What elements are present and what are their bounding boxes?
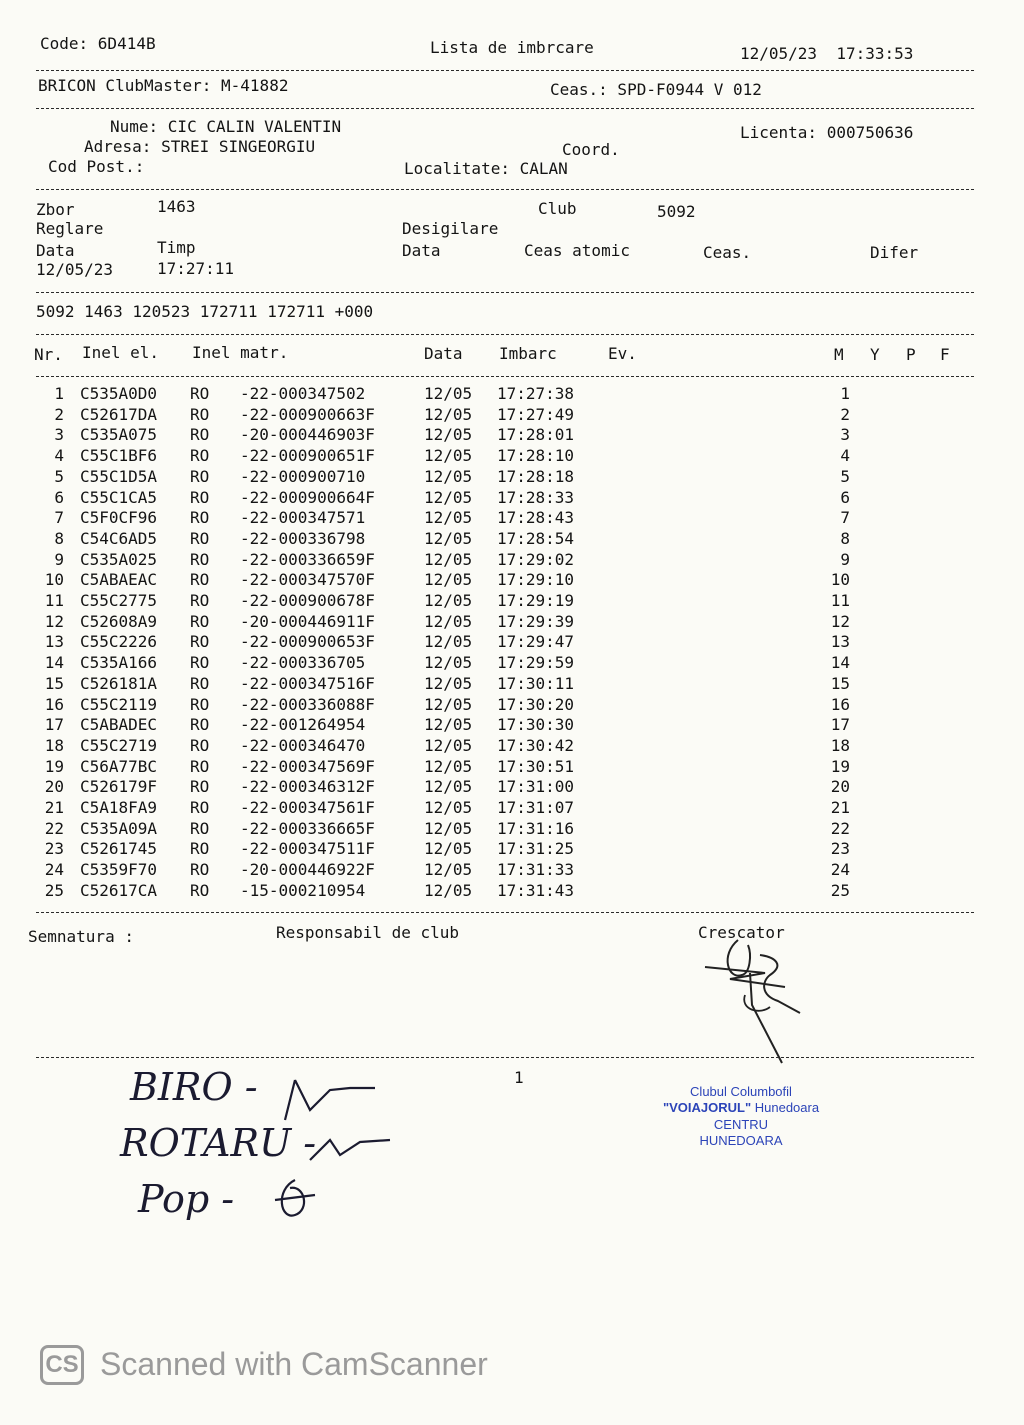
cell-country: RO bbox=[190, 798, 210, 817]
reglare-time: 17:27:11 bbox=[157, 259, 235, 278]
cell-inel-matr: -22-000900710 bbox=[240, 466, 366, 486]
table-row bbox=[0, 717, 980, 737]
cell-nr: 17 bbox=[44, 715, 64, 735]
print-datetime: 12/05/23 17:33:53 bbox=[740, 44, 914, 63]
cell-inel-el: C55C1CA5 bbox=[80, 487, 158, 507]
cell-nr: 3 bbox=[54, 425, 64, 445]
cell-time: 17:28:33 bbox=[497, 487, 575, 507]
cell-m: 7 bbox=[840, 508, 850, 528]
cell-inel-el: C535A075 bbox=[80, 425, 158, 445]
cell-date: 12/05 bbox=[424, 839, 473, 859]
handwritten-note-rotaru: ROTARU - bbox=[120, 1121, 317, 1165]
stamp-city: Hunedoara bbox=[754, 1100, 820, 1116]
cell-inel-el: C5359F70 bbox=[80, 860, 158, 880]
cell-inel-matr: -22-000900663F bbox=[240, 404, 375, 424]
cell-inel-el: C5A18FA9 bbox=[80, 798, 158, 817]
cell-inel-matr: -22-000346312F bbox=[240, 777, 375, 797]
cell-country: RO bbox=[190, 528, 210, 548]
cell-inel-matr: -20-000446911F bbox=[240, 611, 375, 631]
cell-inel-matr: -22-000900678F bbox=[240, 591, 375, 610]
cell-nr: 22 bbox=[44, 818, 64, 838]
zbor-label: Zbor bbox=[36, 200, 75, 219]
col-header-data: Data bbox=[424, 344, 463, 363]
cell-country: RO bbox=[190, 673, 210, 693]
cell-inel-el: C5ABAEAC bbox=[80, 570, 158, 590]
cell-inel-el: C535A09A bbox=[80, 818, 158, 838]
cell-country: RO bbox=[190, 880, 210, 900]
cell-m: 2 bbox=[840, 404, 850, 424]
cell-date: 12/05 bbox=[424, 818, 473, 838]
cell-time: 17:31:33 bbox=[497, 860, 575, 880]
table-row bbox=[0, 427, 980, 447]
table-row bbox=[0, 756, 980, 779]
reglare-label: Reglare bbox=[36, 219, 104, 238]
cell-time: 17:27:49 bbox=[497, 404, 575, 424]
col-header-inel-el: Inel el. bbox=[82, 343, 160, 362]
cell-time: 17:29:10 bbox=[497, 570, 575, 590]
cell-m: 12 bbox=[830, 611, 850, 631]
cell-inel-matr: -22-000347561F bbox=[240, 798, 375, 817]
flight-summary: 5092 1463 120523 172711 172711 +000 bbox=[36, 302, 374, 321]
cell-nr: 4 bbox=[54, 446, 64, 466]
cell-inel-el: C55C1BF6 bbox=[80, 446, 158, 466]
cell-m: 1 bbox=[840, 384, 850, 403]
table-row bbox=[0, 800, 980, 820]
cell-inel-el: C526181A bbox=[80, 673, 158, 693]
cell-m: 4 bbox=[840, 446, 850, 466]
col-header-inel-matr: Inel matr. bbox=[192, 343, 289, 362]
handwritten-initials bbox=[270, 1060, 400, 1240]
cell-nr: 18 bbox=[44, 735, 64, 755]
cell-inel-matr: -22-000336665F bbox=[240, 818, 375, 838]
cell-nr: 25 bbox=[44, 880, 64, 900]
cell-inel-matr: -22-000346470 bbox=[240, 735, 366, 755]
cell-inel-el: C535A166 bbox=[80, 653, 158, 673]
cell-inel-matr: -22-000336088F bbox=[240, 694, 375, 714]
cell-time: 17:31:07 bbox=[497, 798, 575, 817]
table-row bbox=[0, 549, 980, 572]
ceas-label-2: Ceas. bbox=[703, 243, 752, 262]
cell-inel-el: C55C1D5A bbox=[80, 466, 158, 486]
cell-date: 12/05 bbox=[424, 570, 473, 590]
cell-inel-matr: -22-000900653F bbox=[240, 632, 375, 652]
cell-inel-el: C55C2226 bbox=[80, 632, 158, 652]
cell-date: 12/05 bbox=[424, 715, 473, 735]
stamp-line-1: Clubul Columbofil bbox=[690, 1084, 792, 1099]
cell-inel-el: C56A77BC bbox=[80, 756, 158, 776]
cell-country: RO bbox=[190, 425, 210, 445]
divider bbox=[36, 912, 974, 913]
cell-nr: 8 bbox=[54, 528, 64, 548]
cell-nr: 14 bbox=[44, 653, 64, 673]
license-number: Licenta: 000750636 bbox=[740, 123, 914, 142]
cell-inel-matr: -22-000347570F bbox=[240, 570, 375, 590]
cell-country: RO bbox=[190, 756, 210, 776]
ceas-atomic-label: Ceas atomic bbox=[524, 241, 630, 260]
cell-m: 20 bbox=[830, 777, 850, 797]
cell-time: 17:29:19 bbox=[497, 591, 575, 610]
cell-m: 25 bbox=[830, 880, 850, 900]
reglare-date: 12/05/23 bbox=[36, 260, 114, 279]
cell-inel-matr: -20-000446922F bbox=[240, 860, 375, 880]
page-number: 1 bbox=[514, 1068, 524, 1087]
cell-time: 17:30:20 bbox=[497, 694, 575, 714]
cell-date: 12/05 bbox=[424, 777, 473, 797]
divider bbox=[36, 1057, 974, 1058]
table-row bbox=[0, 487, 980, 510]
cell-nr: 5 bbox=[54, 466, 64, 486]
cell-m: 10 bbox=[830, 570, 850, 590]
table-row bbox=[0, 611, 980, 634]
cell-country: RO bbox=[190, 860, 210, 880]
cell-country: RO bbox=[190, 384, 210, 403]
cell-inel-matr: -22-000336705 bbox=[240, 653, 366, 673]
cell-date: 12/05 bbox=[424, 694, 473, 714]
table-row bbox=[0, 880, 980, 903]
handwritten-note-pop: Pop - bbox=[138, 1177, 235, 1221]
cell-m: 8 bbox=[840, 528, 850, 548]
cell-date: 12/05 bbox=[424, 528, 473, 548]
table-row bbox=[0, 510, 980, 530]
table-row bbox=[0, 448, 980, 468]
cell-country: RO bbox=[190, 735, 210, 755]
cell-nr: 16 bbox=[44, 694, 64, 714]
cell-country: RO bbox=[190, 404, 210, 424]
cell-m: 23 bbox=[830, 839, 850, 859]
cell-time: 17:30:30 bbox=[497, 715, 575, 735]
timp-label: Timp bbox=[157, 238, 196, 257]
stamp-club-name: "VOIAJORUL" bbox=[662, 1100, 752, 1116]
table-row bbox=[0, 818, 980, 841]
cell-nr: 6 bbox=[54, 487, 64, 507]
col-header-p: P bbox=[906, 345, 916, 364]
table-row bbox=[0, 404, 980, 427]
cell-date: 12/05 bbox=[424, 798, 473, 817]
cell-inel-el: C52617DA bbox=[80, 404, 158, 424]
cell-m: 3 bbox=[840, 425, 850, 445]
table-row bbox=[0, 466, 980, 489]
cell-country: RO bbox=[190, 570, 210, 590]
cell-inel-matr: -20-000446903F bbox=[240, 425, 375, 445]
cell-inel-matr: -15-000210954 bbox=[240, 880, 366, 900]
cell-inel-el: C54C6AD5 bbox=[80, 528, 158, 548]
table-row bbox=[0, 528, 980, 551]
difer-label: Difer bbox=[870, 243, 919, 262]
breeder-label: Crescator bbox=[698, 923, 785, 942]
cell-date: 12/05 bbox=[424, 735, 473, 755]
camscanner-watermark: Scanned with CamScanner bbox=[100, 1346, 488, 1382]
stamp-line-3: CENTRU bbox=[713, 1116, 769, 1132]
cell-time: 17:27:38 bbox=[497, 384, 575, 403]
cell-inel-el: C5261745 bbox=[80, 839, 158, 859]
cell-inel-matr: -22-000347511F bbox=[240, 839, 375, 859]
cell-date: 12/05 bbox=[424, 880, 473, 900]
cell-nr: 12 bbox=[44, 611, 64, 631]
cell-inel-matr: -22-000347569F bbox=[240, 756, 375, 776]
cell-time: 17:28:54 bbox=[497, 528, 575, 548]
cell-m: 22 bbox=[830, 818, 850, 838]
cell-m: 5 bbox=[840, 466, 850, 486]
cell-m: 11 bbox=[830, 591, 850, 610]
clubmaster-label: BRICON ClubMaster: M-41882 bbox=[38, 76, 289, 95]
cell-m: 16 bbox=[830, 694, 850, 714]
cell-date: 12/05 bbox=[424, 673, 473, 693]
table-row bbox=[0, 386, 980, 406]
club-responsible-label: Responsabil de club bbox=[276, 923, 460, 942]
cell-country: RO bbox=[190, 487, 210, 507]
cell-country: RO bbox=[190, 549, 210, 569]
cell-date: 12/05 bbox=[424, 860, 473, 880]
cell-m: 19 bbox=[830, 756, 850, 776]
cell-m: 18 bbox=[830, 735, 850, 755]
zbor-value: 1463 bbox=[157, 197, 196, 216]
cell-country: RO bbox=[190, 653, 210, 673]
stamp-line-4: HUNEDOARA bbox=[699, 1132, 783, 1148]
cell-inel-el: C535A0D0 bbox=[80, 384, 158, 403]
cell-date: 12/05 bbox=[424, 404, 473, 424]
table-row bbox=[0, 634, 980, 654]
document-title: Lista de imbrcare bbox=[430, 38, 594, 57]
table-row bbox=[0, 862, 980, 882]
cell-country: RO bbox=[190, 446, 210, 466]
cell-time: 17:29:02 bbox=[497, 549, 575, 569]
cell-inel-el: C55C2119 bbox=[80, 694, 158, 714]
cell-inel-matr: -22-000900651F bbox=[240, 446, 375, 466]
cell-time: 17:28:43 bbox=[497, 508, 575, 528]
club-value: 5092 bbox=[657, 202, 696, 221]
table-row bbox=[0, 779, 980, 799]
cell-country: RO bbox=[190, 839, 210, 859]
col-header-imbarc: Imbarc bbox=[499, 344, 557, 363]
cell-date: 12/05 bbox=[424, 487, 473, 507]
stamp-line-2 bbox=[636, 1100, 846, 1116]
cell-time: 17:31:00 bbox=[497, 777, 575, 797]
cell-date: 12/05 bbox=[424, 653, 473, 673]
cell-country: RO bbox=[190, 591, 210, 610]
cell-inel-matr: -22-000336659F bbox=[240, 549, 375, 569]
cell-nr: 24 bbox=[44, 860, 64, 880]
cell-m: 6 bbox=[840, 487, 850, 507]
cell-nr: 2 bbox=[54, 404, 64, 424]
code-label: Code: 6D414B bbox=[40, 34, 156, 53]
cell-date: 12/05 bbox=[424, 446, 473, 466]
camscanner-logo-icon: CS bbox=[40, 1345, 84, 1385]
col-header-nr: Nr. bbox=[34, 345, 63, 364]
cell-m: 14 bbox=[830, 653, 850, 673]
cell-inel-matr: -22-001264954 bbox=[240, 715, 366, 735]
cell-date: 12/05 bbox=[424, 384, 473, 403]
cell-nr: 23 bbox=[44, 839, 64, 859]
table-row bbox=[0, 735, 980, 758]
cell-date: 12/05 bbox=[424, 611, 473, 631]
divider bbox=[36, 334, 974, 335]
cell-date: 12/05 bbox=[424, 466, 473, 486]
cell-time: 17:28:18 bbox=[497, 466, 575, 486]
cell-nr: 10 bbox=[44, 570, 64, 590]
table-row bbox=[0, 593, 980, 613]
club-label: Club bbox=[538, 199, 577, 218]
cell-time: 17:28:01 bbox=[497, 425, 575, 445]
cell-m: 24 bbox=[830, 860, 850, 880]
cell-time: 17:31:43 bbox=[497, 880, 575, 900]
postal-code: Cod Post.: bbox=[48, 157, 145, 176]
cell-country: RO bbox=[190, 466, 210, 486]
cell-nr: 7 bbox=[54, 508, 64, 528]
cell-time: 17:31:16 bbox=[497, 818, 575, 838]
divider bbox=[36, 108, 974, 109]
cell-inel-matr: -22-000347516F bbox=[240, 673, 375, 693]
cell-time: 17:28:10 bbox=[497, 446, 575, 466]
table-row bbox=[0, 841, 980, 861]
cell-inel-el: C535A025 bbox=[80, 549, 158, 569]
cell-country: RO bbox=[190, 611, 210, 631]
cell-nr: 13 bbox=[44, 632, 64, 652]
cell-country: RO bbox=[190, 777, 210, 797]
cell-m: 17 bbox=[830, 715, 850, 735]
owner-name: Nume: CIC CALIN VALENTIN bbox=[110, 117, 342, 136]
table-row bbox=[0, 655, 980, 675]
cell-country: RO bbox=[190, 694, 210, 714]
cell-inel-matr: -22-000336798 bbox=[240, 528, 366, 548]
cell-nr: 19 bbox=[44, 756, 64, 776]
data-label: Data bbox=[36, 241, 75, 260]
cell-date: 12/05 bbox=[424, 756, 473, 776]
signature-label: Semnatura : bbox=[28, 927, 134, 946]
cell-time: 17:29:47 bbox=[497, 632, 575, 652]
col-header-f: F bbox=[940, 345, 950, 364]
desigilare-data-label: Data bbox=[402, 241, 441, 260]
cell-country: RO bbox=[190, 632, 210, 652]
cell-m: 9 bbox=[840, 549, 850, 569]
cell-date: 12/05 bbox=[424, 591, 473, 610]
cell-time: 17:30:42 bbox=[497, 735, 575, 755]
cell-date: 12/05 bbox=[424, 425, 473, 445]
cell-nr: 1 bbox=[54, 384, 64, 403]
table-row bbox=[0, 694, 980, 717]
col-header-ev: Ev. bbox=[608, 344, 637, 363]
divider bbox=[36, 376, 974, 377]
cell-inel-el: C52608A9 bbox=[80, 611, 158, 631]
divider bbox=[36, 70, 974, 71]
cell-inel-matr: -22-000347502 bbox=[240, 384, 366, 403]
breeder-signature bbox=[690, 935, 820, 1070]
cell-time: 17:31:25 bbox=[497, 839, 575, 859]
cell-country: RO bbox=[190, 508, 210, 528]
owner-address: Adresa: STREI SINGEORGIU bbox=[84, 137, 316, 156]
cell-nr: 21 bbox=[44, 798, 64, 817]
cell-inel-matr: -22-000347571 bbox=[240, 508, 366, 528]
cell-inel-el: C52617CA bbox=[80, 880, 158, 900]
cell-inel-el: C5F0CF96 bbox=[80, 508, 158, 528]
divider bbox=[36, 292, 974, 293]
cell-m: 13 bbox=[830, 632, 850, 652]
cell-nr: 15 bbox=[44, 673, 64, 693]
cell-time: 17:29:59 bbox=[497, 653, 575, 673]
cell-country: RO bbox=[190, 818, 210, 838]
handwritten-note-biro: BIRO - bbox=[130, 1065, 258, 1109]
divider bbox=[36, 189, 974, 190]
ceas-label: Ceas.: SPD-F0944 V 012 bbox=[550, 80, 762, 99]
cell-time: 17:29:39 bbox=[497, 611, 575, 631]
cell-nr: 11 bbox=[44, 591, 64, 610]
col-header-y: Y bbox=[870, 345, 880, 364]
cell-inel-matr: -22-000900664F bbox=[240, 487, 375, 507]
cell-time: 17:30:51 bbox=[497, 756, 575, 776]
club-stamp bbox=[636, 1084, 846, 1149]
cell-inel-el: C5ABADEC bbox=[80, 715, 158, 735]
cell-inel-el: C55C2719 bbox=[80, 735, 158, 755]
cell-date: 12/05 bbox=[424, 632, 473, 652]
cell-nr: 9 bbox=[54, 549, 64, 569]
cell-date: 12/05 bbox=[424, 508, 473, 528]
cell-nr: 20 bbox=[44, 777, 64, 797]
cell-inel-el: C55C2775 bbox=[80, 591, 158, 610]
coord-label: Coord. bbox=[562, 140, 620, 159]
cell-m: 21 bbox=[830, 798, 850, 817]
cell-m: 15 bbox=[830, 673, 850, 693]
cell-inel-el: C526179F bbox=[80, 777, 158, 797]
table-row bbox=[0, 572, 980, 592]
cell-date: 12/05 bbox=[424, 549, 473, 569]
cell-country: RO bbox=[190, 715, 210, 735]
col-header-m: M bbox=[834, 345, 844, 364]
table-row bbox=[0, 673, 980, 696]
locality: Localitate: CALAN bbox=[404, 159, 568, 178]
desigilare-label: Desigilare bbox=[402, 219, 499, 238]
cell-time: 17:30:11 bbox=[497, 673, 575, 693]
